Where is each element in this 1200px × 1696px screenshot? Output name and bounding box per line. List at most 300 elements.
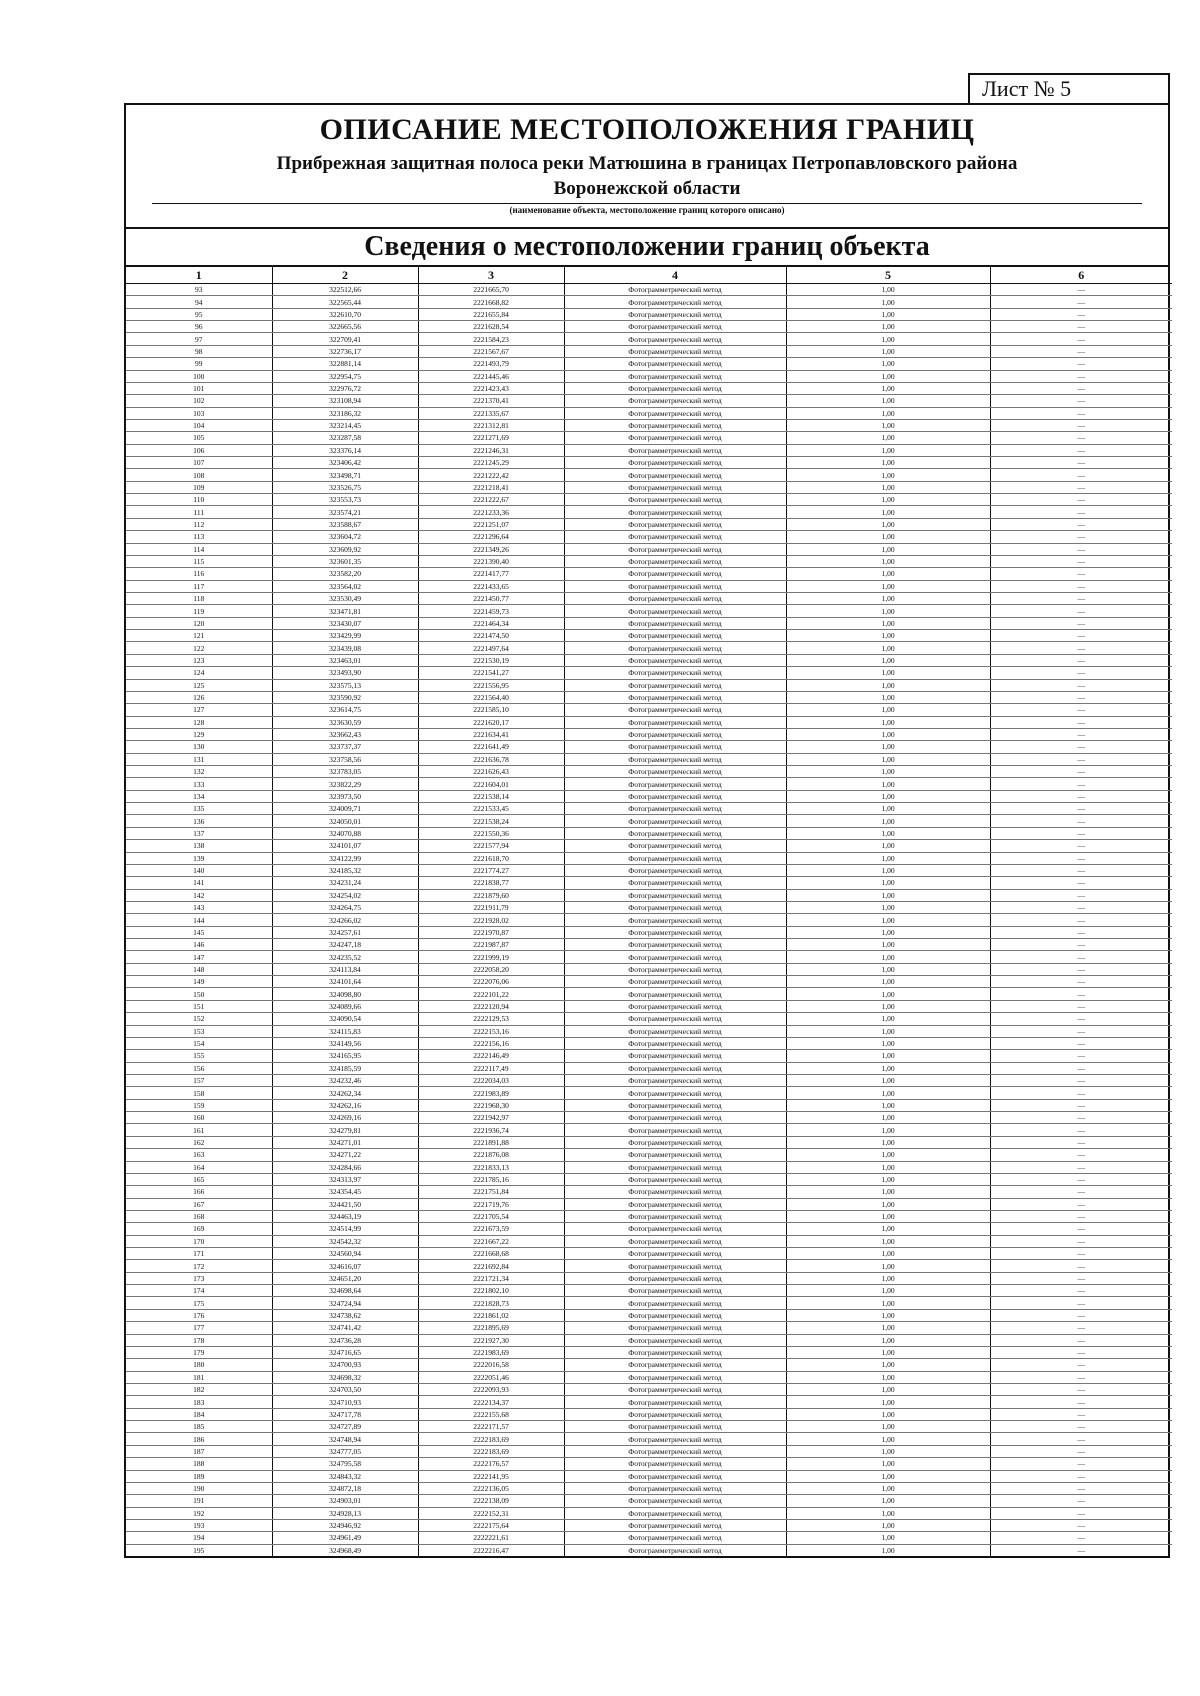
accuracy-value: 1,00: [786, 531, 990, 543]
determination-method: Фотограмметрический метод: [564, 444, 786, 456]
point-number: 125: [126, 679, 272, 691]
point-description: —: [990, 1223, 1172, 1235]
coordinate-y: 2221828,73: [418, 1297, 564, 1309]
table-row: [126, 1248, 1172, 1260]
point-number: 123: [126, 654, 272, 666]
coordinate-x: 322709,41: [272, 333, 418, 345]
table-row: [126, 580, 1172, 592]
point-description: —: [990, 1062, 1172, 1074]
coordinate-y: 2222058,20: [418, 963, 564, 975]
coordinate-x: 324703,50: [272, 1383, 418, 1395]
determination-method: Фотограмметрический метод: [564, 333, 786, 345]
accuracy-value: 1,00: [786, 1087, 990, 1099]
table-row: [126, 370, 1172, 382]
accuracy-value: 1,00: [786, 864, 990, 876]
coordinate-x: 324698,64: [272, 1285, 418, 1297]
determination-method: Фотограмметрический метод: [564, 889, 786, 901]
point-number: 112: [126, 518, 272, 530]
table-row: [126, 988, 1172, 1000]
table-row: [126, 716, 1172, 728]
point-number: 158: [126, 1087, 272, 1099]
point-number: 147: [126, 951, 272, 963]
point-number: 162: [126, 1136, 272, 1148]
coordinate-x: 324101,64: [272, 976, 418, 988]
point-description: —: [990, 1099, 1172, 1111]
coordinate-y: 2221838,77: [418, 877, 564, 889]
accuracy-value: 1,00: [786, 691, 990, 703]
accuracy-value: 1,00: [786, 284, 990, 296]
point-number: 154: [126, 1037, 272, 1049]
point-description: —: [990, 1173, 1172, 1185]
table-row: [126, 494, 1172, 506]
coordinate-x: 324843,32: [272, 1470, 418, 1482]
column-header: 6: [990, 267, 1172, 284]
accuracy-value: 1,00: [786, 827, 990, 839]
determination-method: Фотограмметрический метод: [564, 803, 786, 815]
coordinate-y: 2221719,76: [418, 1198, 564, 1210]
point-description: —: [990, 1346, 1172, 1358]
coordinate-x: 323108,94: [272, 395, 418, 407]
point-number: 129: [126, 728, 272, 740]
coordinate-x: 324700,93: [272, 1359, 418, 1371]
coordinate-y: 2221233,36: [418, 506, 564, 518]
determination-method: Фотограмметрический метод: [564, 1507, 786, 1519]
accuracy-value: 1,00: [786, 1210, 990, 1222]
accuracy-value: 1,00: [786, 1421, 990, 1433]
point-description: —: [990, 1136, 1172, 1148]
point-number: 120: [126, 617, 272, 629]
coordinate-x: 324741,42: [272, 1322, 418, 1334]
determination-method: Фотограмметрический метод: [564, 1532, 786, 1544]
determination-method: Фотограмметрический метод: [564, 494, 786, 506]
coordinate-x: 323609,92: [272, 543, 418, 555]
table-row: [126, 284, 1172, 296]
coordinate-x: 324264,75: [272, 901, 418, 913]
sheet-number: Лист № 5: [968, 73, 1170, 103]
coordinate-x: 323439,08: [272, 642, 418, 654]
point-description: —: [990, 1371, 1172, 1383]
coordinate-y: 2221785,16: [418, 1173, 564, 1185]
coordinate-y: 2221474,50: [418, 630, 564, 642]
point-description: —: [990, 518, 1172, 530]
table-row: [126, 914, 1172, 926]
point-description: —: [990, 1260, 1172, 1272]
coordinate-y: 2221861,02: [418, 1309, 564, 1321]
coordinate-y: 2221667,22: [418, 1235, 564, 1247]
coordinate-y: 2221390,40: [418, 555, 564, 567]
accuracy-value: 1,00: [786, 1309, 990, 1321]
point-number: 151: [126, 1000, 272, 1012]
determination-method: Фотограмметрический метод: [564, 1136, 786, 1148]
table-row: [126, 617, 1172, 629]
point-description: —: [990, 296, 1172, 308]
determination-method: Фотограмметрический метод: [564, 382, 786, 394]
point-description: —: [990, 1210, 1172, 1222]
point-description: —: [990, 382, 1172, 394]
determination-method: Фотограмметрический метод: [564, 457, 786, 469]
table-row: [126, 1013, 1172, 1025]
coordinate-x: 323582,20: [272, 568, 418, 580]
table-row: [126, 1087, 1172, 1099]
coordinate-y: 2221556,95: [418, 679, 564, 691]
table-row: [126, 1458, 1172, 1470]
coordinate-y: 2221774,27: [418, 864, 564, 876]
point-number: 124: [126, 667, 272, 679]
coordinate-x: 324122,99: [272, 852, 418, 864]
table-row: [126, 1309, 1172, 1321]
section-title: Сведения о местоположении границ объекта: [126, 229, 1168, 267]
point-description: —: [990, 988, 1172, 1000]
determination-method: Фотограмметрический метод: [564, 605, 786, 617]
coordinate-x: 323526,75: [272, 481, 418, 493]
coordinate-x: 324616,07: [272, 1260, 418, 1272]
accuracy-value: 1,00: [786, 358, 990, 370]
table-row: [126, 778, 1172, 790]
point-description: —: [990, 333, 1172, 345]
coordinate-y: 2221222,42: [418, 469, 564, 481]
coordinate-y: 2221942,97: [418, 1112, 564, 1124]
determination-method: Фотограмметрический метод: [564, 543, 786, 555]
point-description: —: [990, 877, 1172, 889]
coordinate-x: 324089,66: [272, 1000, 418, 1012]
point-description: —: [990, 1000, 1172, 1012]
point-description: —: [990, 728, 1172, 740]
point-number: 178: [126, 1334, 272, 1346]
determination-method: Фотограмметрический метод: [564, 1161, 786, 1173]
coordinate-y: 2221970,87: [418, 926, 564, 938]
point-description: —: [990, 704, 1172, 716]
point-number: 134: [126, 790, 272, 802]
point-number: 144: [126, 914, 272, 926]
point-number: 108: [126, 469, 272, 481]
coordinate-x: 323287,58: [272, 432, 418, 444]
coordinate-y: 2222138,09: [418, 1495, 564, 1507]
point-description: —: [990, 1297, 1172, 1309]
accuracy-value: 1,00: [786, 1482, 990, 1494]
determination-method: Фотограмметрический метод: [564, 1482, 786, 1494]
determination-method: Фотограмметрический метод: [564, 1235, 786, 1247]
point-description: —: [990, 815, 1172, 827]
point-description: —: [990, 432, 1172, 444]
coordinate-y: 2221433,65: [418, 580, 564, 592]
coordinate-y: 2222141,95: [418, 1470, 564, 1482]
coordinate-y: 2221665,70: [418, 284, 564, 296]
point-number: 121: [126, 630, 272, 642]
accuracy-value: 1,00: [786, 506, 990, 518]
point-number: 118: [126, 592, 272, 604]
accuracy-value: 1,00: [786, 679, 990, 691]
point-number: 183: [126, 1396, 272, 1408]
point-number: 174: [126, 1285, 272, 1297]
table-row: [126, 1075, 1172, 1087]
accuracy-value: 1,00: [786, 790, 990, 802]
coordinate-x: 324115,83: [272, 1025, 418, 1037]
determination-method: Фотограмметрический метод: [564, 1396, 786, 1408]
point-number: 167: [126, 1198, 272, 1210]
accuracy-value: 1,00: [786, 1149, 990, 1161]
determination-method: Фотограмметрический метод: [564, 1013, 786, 1025]
point-description: —: [990, 1198, 1172, 1210]
point-number: 133: [126, 778, 272, 790]
table-row: [126, 901, 1172, 913]
point-description: —: [990, 741, 1172, 753]
coordinate-y: 2222146,49: [418, 1050, 564, 1062]
table-row: [126, 1482, 1172, 1494]
point-description: —: [990, 951, 1172, 963]
table-row: [126, 976, 1172, 988]
table-row: [126, 457, 1172, 469]
table-row: [126, 296, 1172, 308]
determination-method: Фотограмметрический метод: [564, 1371, 786, 1383]
determination-method: Фотограмметрический метод: [564, 469, 786, 481]
determination-method: Фотограмметрический метод: [564, 358, 786, 370]
coordinate-x: 324050,01: [272, 815, 418, 827]
accuracy-value: 1,00: [786, 1433, 990, 1445]
point-number: 171: [126, 1248, 272, 1260]
coordinate-x: 324727,89: [272, 1421, 418, 1433]
accuracy-value: 1,00: [786, 494, 990, 506]
point-description: —: [990, 790, 1172, 802]
coordinate-y: 2221655,84: [418, 308, 564, 320]
table-row: [126, 506, 1172, 518]
coordinate-x: 322665,56: [272, 321, 418, 333]
determination-method: Фотограмметрический метод: [564, 1099, 786, 1111]
table-row: [126, 766, 1172, 778]
determination-method: Фотограмметрический метод: [564, 976, 786, 988]
point-description: —: [990, 605, 1172, 617]
accuracy-value: 1,00: [786, 1161, 990, 1173]
accuracy-value: 1,00: [786, 1359, 990, 1371]
determination-method: Фотограмметрический метод: [564, 1346, 786, 1358]
coordinate-y: 2221936,74: [418, 1124, 564, 1136]
point-description: —: [990, 284, 1172, 296]
point-number: 94: [126, 296, 272, 308]
coordinate-y: 2221445,46: [418, 370, 564, 382]
point-number: 185: [126, 1421, 272, 1433]
determination-method: Фотограмметрический метод: [564, 753, 786, 765]
coordinate-x: 324070,88: [272, 827, 418, 839]
point-description: —: [990, 630, 1172, 642]
determination-method: Фотограмметрический метод: [564, 728, 786, 740]
coordinate-x: 323471,81: [272, 605, 418, 617]
determination-method: Фотограмметрический метод: [564, 419, 786, 431]
accuracy-value: 1,00: [786, 877, 990, 889]
accuracy-value: 1,00: [786, 568, 990, 580]
coordinate-x: 324736,28: [272, 1334, 418, 1346]
table-row: [126, 815, 1172, 827]
table-row: [126, 1396, 1172, 1408]
table-row: [126, 1495, 1172, 1507]
accuracy-value: 1,00: [786, 803, 990, 815]
determination-method: Фотограмметрический метод: [564, 988, 786, 1000]
point-description: —: [990, 766, 1172, 778]
accuracy-value: 1,00: [786, 469, 990, 481]
accuracy-value: 1,00: [786, 580, 990, 592]
table-row: [126, 642, 1172, 654]
point-description: —: [990, 1334, 1172, 1346]
determination-method: Фотограмметрический метод: [564, 1198, 786, 1210]
point-number: 117: [126, 580, 272, 592]
coordinate-x: 323588,67: [272, 518, 418, 530]
point-number: 115: [126, 555, 272, 567]
point-description: —: [990, 1507, 1172, 1519]
coordinate-x: 324463,19: [272, 1210, 418, 1222]
table-row: [126, 605, 1172, 617]
accuracy-value: 1,00: [786, 1075, 990, 1087]
column-header: 4: [564, 267, 786, 284]
point-description: —: [990, 494, 1172, 506]
coordinate-y: 2222134,37: [418, 1396, 564, 1408]
accuracy-value: 1,00: [786, 1371, 990, 1383]
point-number: 99: [126, 358, 272, 370]
point-number: 96: [126, 321, 272, 333]
document-title: ОПИСАНИЕ МЕСТОПОЛОЖЕНИЯ ГРАНИЦ: [319, 113, 975, 146]
determination-method: Фотограмметрический метод: [564, 1309, 786, 1321]
coordinate-x: 324247,18: [272, 939, 418, 951]
table-row: [126, 1433, 1172, 1445]
point-description: —: [990, 963, 1172, 975]
accuracy-value: 1,00: [786, 1285, 990, 1297]
coordinate-x: 323564,02: [272, 580, 418, 592]
coordinate-x: 324698,32: [272, 1371, 418, 1383]
determination-method: Фотограмметрический метод: [564, 864, 786, 876]
accuracy-value: 1,00: [786, 395, 990, 407]
determination-method: Фотограмметрический метод: [564, 395, 786, 407]
table-row: [126, 543, 1172, 555]
point-number: 111: [126, 506, 272, 518]
coordinate-y: 2221983,89: [418, 1087, 564, 1099]
point-description: —: [990, 1075, 1172, 1087]
determination-method: Фотограмметрический метод: [564, 506, 786, 518]
coordinate-x: 323614,75: [272, 704, 418, 716]
table-row: [126, 308, 1172, 320]
point-number: 148: [126, 963, 272, 975]
table-row: [126, 407, 1172, 419]
point-number: 141: [126, 877, 272, 889]
coordinate-x: 324795,58: [272, 1458, 418, 1470]
accuracy-value: 1,00: [786, 1260, 990, 1272]
coordinate-x: 324716,65: [272, 1346, 418, 1358]
point-number: 146: [126, 939, 272, 951]
coordinate-x: 324903,01: [272, 1495, 418, 1507]
coordinate-x: 324165,95: [272, 1050, 418, 1062]
coordinate-y: 2221641,49: [418, 741, 564, 753]
accuracy-value: 1,00: [786, 1173, 990, 1185]
accuracy-value: 1,00: [786, 1507, 990, 1519]
determination-method: Фотограмметрический метод: [564, 1050, 786, 1062]
coordinate-x: 324009,71: [272, 803, 418, 815]
point-number: 176: [126, 1309, 272, 1321]
coordinate-x: 324354,45: [272, 1186, 418, 1198]
table-row: [126, 1519, 1172, 1531]
determination-method: Фотограмметрический метод: [564, 1075, 786, 1087]
coordinate-x: 323553,73: [272, 494, 418, 506]
determination-method: Фотограмметрический метод: [564, 630, 786, 642]
table-row: [126, 321, 1172, 333]
table-row: [126, 419, 1172, 431]
point-description: —: [990, 1025, 1172, 1037]
point-number: 190: [126, 1482, 272, 1494]
table-row: [126, 1025, 1172, 1037]
accuracy-value: 1,00: [786, 1322, 990, 1334]
coordinate-x: 323429,99: [272, 630, 418, 642]
determination-method: Фотограмметрический метод: [564, 827, 786, 839]
point-description: —: [990, 395, 1172, 407]
coordinate-y: 2222076,06: [418, 976, 564, 988]
point-number: 109: [126, 481, 272, 493]
determination-method: Фотограмметрический метод: [564, 1223, 786, 1235]
coordinate-x: 323376,14: [272, 444, 418, 456]
coordinate-x: 324724,94: [272, 1297, 418, 1309]
determination-method: Фотограмметрический метод: [564, 716, 786, 728]
point-number: 132: [126, 766, 272, 778]
table-row: [126, 679, 1172, 691]
coordinate-y: 2221530,19: [418, 654, 564, 666]
point-number: 193: [126, 1519, 272, 1531]
point-description: —: [990, 1495, 1172, 1507]
coordinate-y: 2221246,31: [418, 444, 564, 456]
coordinate-y: 2221891,88: [418, 1136, 564, 1148]
accuracy-value: 1,00: [786, 926, 990, 938]
determination-method: Фотограмметрический метод: [564, 1260, 786, 1272]
coordinate-y: 2221251,07: [418, 518, 564, 530]
table-row: [126, 939, 1172, 951]
table-row: [126, 1223, 1172, 1235]
table-row: [126, 951, 1172, 963]
coordinate-y: 2221417,77: [418, 568, 564, 580]
coordinate-x: 323590,92: [272, 691, 418, 703]
point-number: 103: [126, 407, 272, 419]
coordinate-y: 2221370,41: [418, 395, 564, 407]
table-row: [126, 481, 1172, 493]
coordinate-x: 323498,71: [272, 469, 418, 481]
coordinate-x: 324961,49: [272, 1532, 418, 1544]
object-caption: (наименование объекта, местоположение границ которого описано): [509, 205, 785, 215]
coordinate-y: 2221987,87: [418, 939, 564, 951]
coordinate-x: 323758,56: [272, 753, 418, 765]
table-header-row: [126, 267, 1172, 284]
accuracy-value: 1,00: [786, 543, 990, 555]
accuracy-value: 1,00: [786, 457, 990, 469]
accuracy-value: 1,00: [786, 1458, 990, 1470]
coordinate-x: 324968,49: [272, 1544, 418, 1556]
table-row: [126, 432, 1172, 444]
coordinate-x: 324738,62: [272, 1309, 418, 1321]
accuracy-value: 1,00: [786, 951, 990, 963]
coordinate-y: 2221911,79: [418, 901, 564, 913]
point-number: 140: [126, 864, 272, 876]
accuracy-value: 1,00: [786, 630, 990, 642]
accuracy-value: 1,00: [786, 1544, 990, 1556]
accuracy-value: 1,00: [786, 976, 990, 988]
point-description: —: [990, 531, 1172, 543]
coordinate-x: 324266,02: [272, 914, 418, 926]
coordinate-y: 2221895,69: [418, 1322, 564, 1334]
point-number: 188: [126, 1458, 272, 1470]
point-number: 127: [126, 704, 272, 716]
table-row: [126, 1470, 1172, 1482]
table-row: [126, 1037, 1172, 1049]
point-number: 168: [126, 1210, 272, 1222]
object-name-line2: Воронежской области: [553, 178, 741, 199]
coordinate-y: 2221833,13: [418, 1161, 564, 1173]
accuracy-value: 1,00: [786, 704, 990, 716]
point-number: 172: [126, 1260, 272, 1272]
point-number: 128: [126, 716, 272, 728]
point-number: 113: [126, 531, 272, 543]
determination-method: Фотограмметрический метод: [564, 407, 786, 419]
point-number: 194: [126, 1532, 272, 1544]
